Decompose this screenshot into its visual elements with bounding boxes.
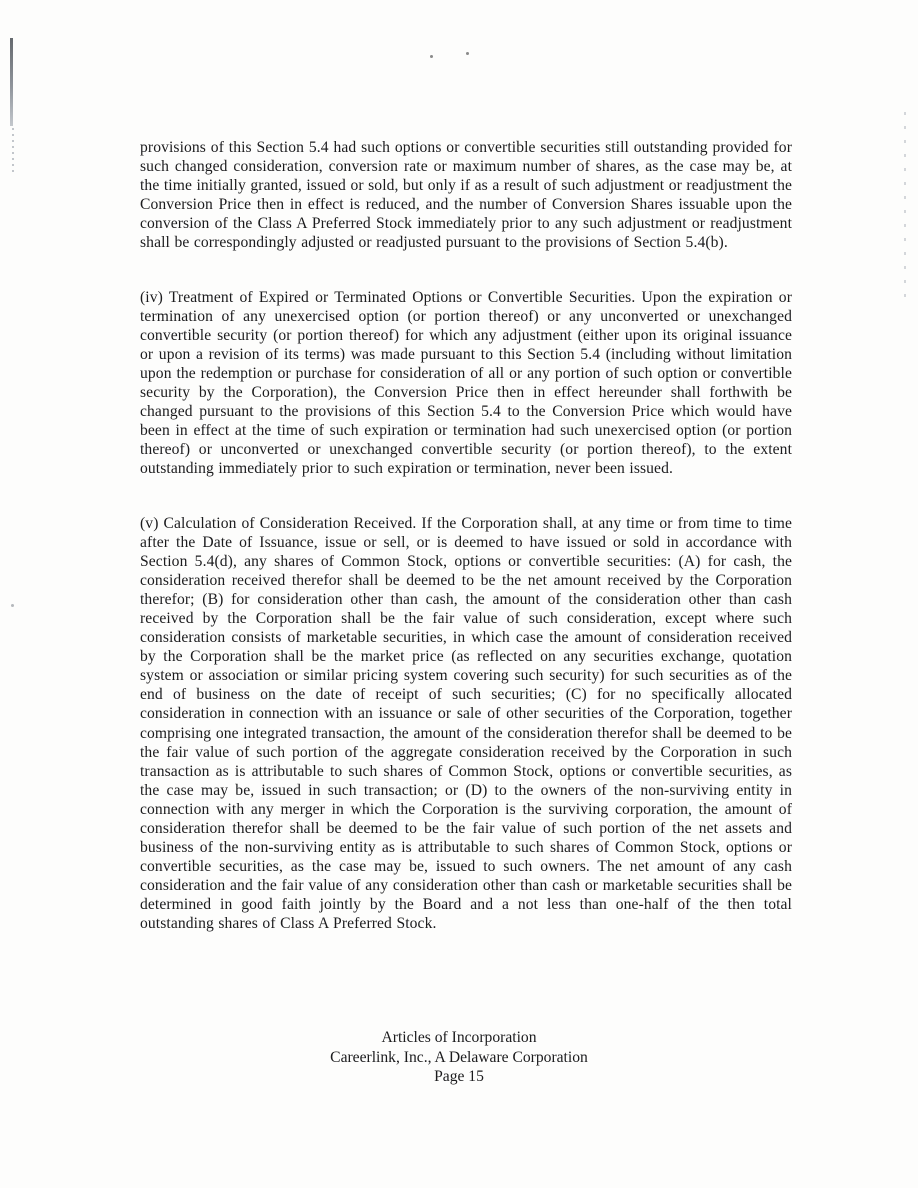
scan-artifact-left-line [10, 38, 13, 126]
paragraph-v-calculation-of-consideration: (v) Calculation of Consideration Received. If the Corporation shall, at any time or from time to time after the Date of Issuance, issue or sell, or is deemed to have issued or sold in accordance with Section 5.4(d), any shares of Common Stock, options or convertible securities: (A) for cash, the consideration received therefor shall be deemed to be the net amount received by the Corporation therefor; (B) for consideration other than cash, the amount of the consideration other than cash received by the Corporation shall be the fair value of such consideration, except where such consideration consists of marketable securities, in which case the amount of consideration received by the Corporation shall be the market price (as reflected on any securities exchange, quotation system or association or similar pricing system covering such security) for such securities as of the end of business on the date of receipt of such securities; (C) for no specifically allocated consideration in connection with an issuance or sale of other securities of the Corporation, together comprising one integrated transaction, the amount of the consideration therefor shall be deemed to be the fair value of such portion of the aggregate consideration received by the Corporation in such transaction as is attributable to such shares of Common Stock, options or convertible securities, as the case may be, issued in such transaction; or (D) to the owners of the non-surviving entity in connection with any merger in which the Corporation is the surviving corporation, the amount of consideration therefor shall be deemed to be the fair value of such portion of the net assets and business of the non-surviving entity as is attributable to such shares of Common Stock, options or convertible securities, as the case may be, issued to such owners. The net amount of any cash consideration and the fair value of any consideration other than cash or marketable securities shall be determined in good faith jointly by the Board and a not less than one-half of the then total outstanding shares of Class A Preferred Stock. [140, 514, 792, 933]
scan-artifact-left-speckle [12, 128, 14, 174]
footer-company-name: Careerlink, Inc., A Delaware Corporation [330, 1048, 588, 1066]
footer-document-title: Articles of Incorporation [381, 1029, 537, 1046]
paragraph-iv-treatment-of-expired-options: (iv) Treatment of Expired or Terminated Options or Convertible Securities. Upon the expiration or termination of any unexercised option (or portion thereof) or any unconverted or unexchanged convertible security (or portion thereof) for which any adjustment (either upon its original issuance or upon a revision of its terms) was made pursuant to this Section 5.4 (including without limitation upon the redemption or purchase for consideration of all or any portion of such option or convertible security by the Corporation), the Conversion Price then in effect hereunder shall forthwith be changed pursuant to the provisions of this Section 5.4 to the Conversion Price which would have been in effect at the time of such expiration or termination had such unexercised option (or portion thereof) or unconverted or unexchanged convertible security (or portion thereof), to the extent outstanding immediately prior to such expiration or termination, never been issued. [140, 288, 792, 478]
scan-artifact-speck [466, 52, 469, 55]
paragraph-continuation-section-5-4: provisions of this Section 5.4 had such options or convertible securities still outstanding provided for such changed consideration, conversion rate or maximum number of shares, as the case may be, at the time initially granted, issued or sold, but only if as a result of such adjustment or readjustment the Conversion Price then in effect is reduced, and the number of Conversion Shares issuable upon the conversion of the Class A Preferred Stock immediately prior to any such adjustment or readjustment shall be correspondingly adjusted or readjusted pursuant to the provisions of Section 5.4(b). [140, 139, 792, 252]
scan-artifact-speck [430, 55, 433, 58]
page-footer [0, 1028, 918, 1087]
scan-artifact-speck [11, 604, 14, 607]
document-body [140, 138, 792, 969]
scan-artifact-right-speckle [904, 112, 906, 302]
footer-page-number: Page 15 [434, 1068, 484, 1085]
